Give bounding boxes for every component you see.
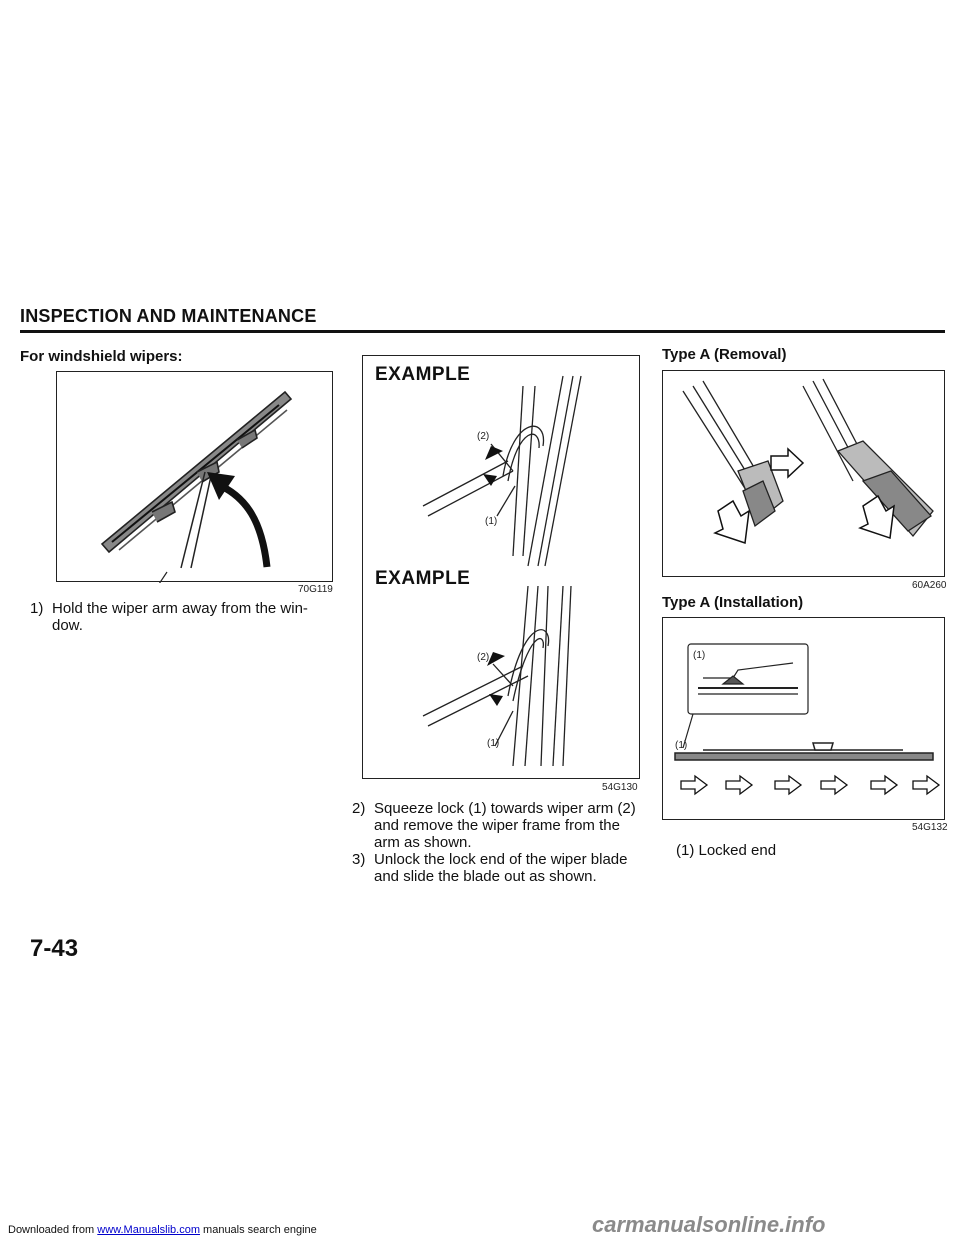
figure-code: 70G119	[298, 584, 333, 595]
step-2	[352, 800, 652, 852]
download-footer	[8, 1224, 317, 1236]
callout-1-top: (1)	[485, 516, 498, 527]
legend-locked-end: (1) Locked end	[676, 842, 777, 859]
callout-1-inset: (1)	[693, 650, 706, 661]
step-3	[352, 851, 652, 887]
figure-code: 54G130	[602, 782, 638, 793]
removal-illustration	[663, 371, 946, 578]
step-text-line: and slide the blade out as shown.	[374, 868, 597, 885]
step-text-line: dow.	[52, 617, 83, 634]
lock-squeeze-illustration	[363, 356, 641, 780]
figure-code: 54G132	[912, 822, 948, 833]
page-number: 7-43	[30, 935, 79, 962]
callout-1-bottom: (1)	[487, 738, 500, 749]
wiper-arm-illustration	[57, 372, 334, 583]
page-header-title: INSPECTION AND MAINTENANCE	[20, 306, 317, 326]
step-number: 1)	[30, 600, 44, 617]
example-label-top: EXAMPLE	[375, 364, 471, 385]
example-label-bottom: EXAMPLE	[375, 568, 471, 589]
removal-heading: Type A (Removal)	[662, 346, 787, 363]
callout-1-blade: (1)	[675, 740, 688, 751]
step-text-line: Squeeze lock (1) towards wiper arm (2)	[374, 800, 636, 817]
callout-2-bottom: (2)	[477, 652, 490, 663]
watermark: carmanualsonline.info	[592, 1212, 826, 1237]
step-number: 3)	[352, 851, 366, 868]
step-text-line: Unlock the lock end of the wiper blade	[374, 851, 628, 868]
step-number: 2)	[352, 800, 366, 817]
step-text-line: Hold the wiper arm away from the win-	[52, 600, 308, 617]
installation-illustration	[663, 618, 946, 821]
header-rule	[20, 330, 945, 333]
download-prefix: Downloaded from	[8, 1224, 98, 1236]
download-suffix: manuals search engine	[199, 1224, 317, 1236]
callout-2-top: (2)	[477, 431, 490, 442]
step-text-line: arm as shown.	[374, 834, 472, 851]
step-1	[30, 600, 340, 640]
installation-figure	[662, 617, 945, 820]
removal-figure	[662, 370, 945, 577]
section-heading: For windshield wipers:	[20, 348, 183, 365]
lock-squeeze-figure	[362, 355, 640, 779]
installation-heading: Type A (Installation)	[662, 594, 804, 611]
step-text-line: and remove the wiper frame from the	[374, 817, 620, 834]
wiper-arm-figure	[56, 371, 333, 582]
figure-code: 60A260	[912, 580, 947, 591]
manualslib-link[interactable]: www.Manualslib.com	[97, 1224, 200, 1236]
